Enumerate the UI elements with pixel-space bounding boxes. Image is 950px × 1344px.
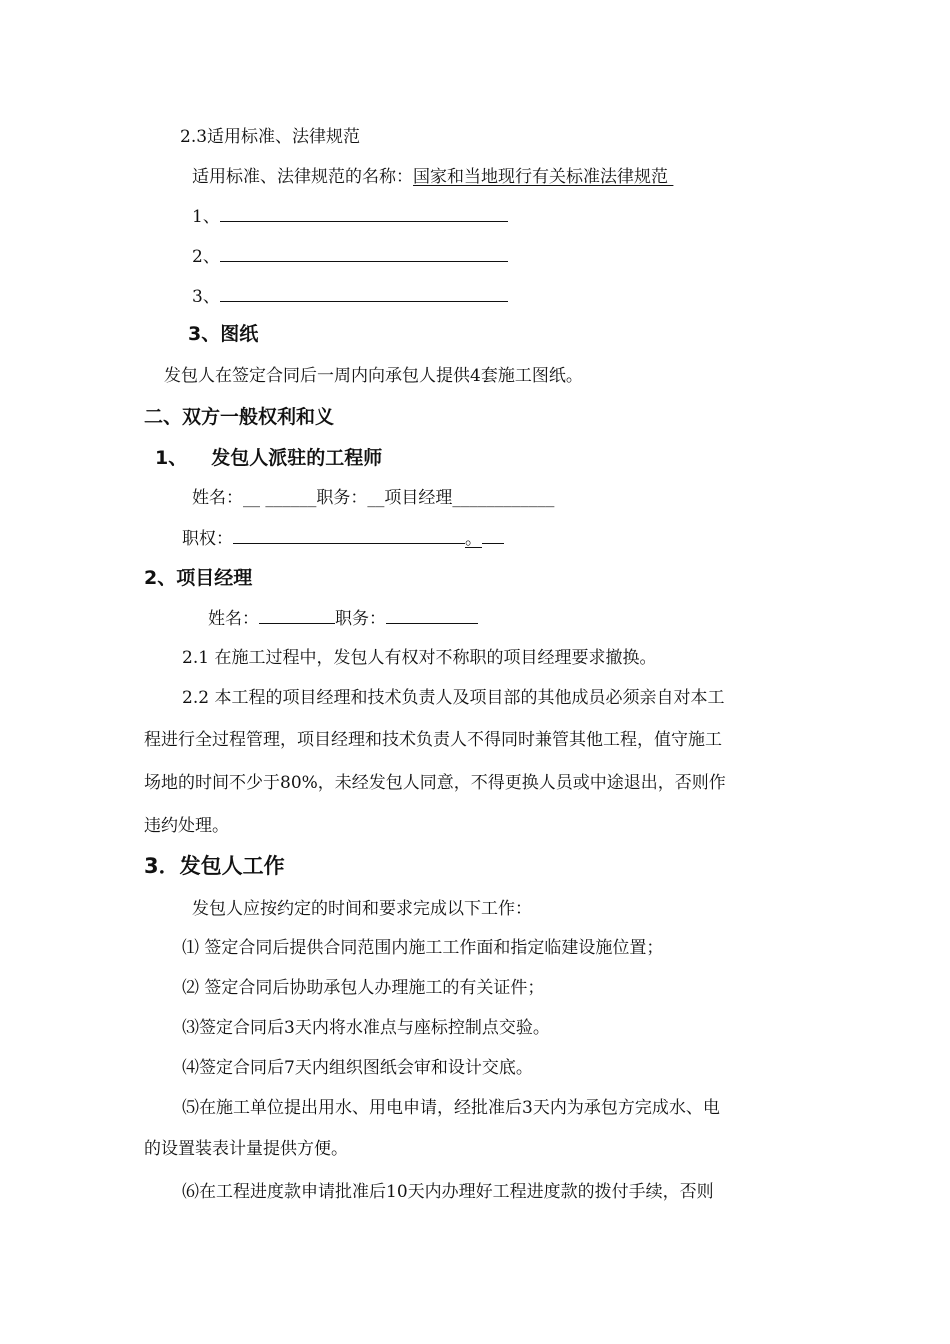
list-number: 3、 — [192, 287, 220, 307]
list-item — [192, 205, 508, 228]
blank-line — [220, 205, 508, 222]
list-item — [192, 285, 508, 308]
employer-work-item: ⑸在施工单位提出用水、用电申请，经批准后3天内为承包方完成水、电 — [182, 1098, 720, 1118]
engineer-name-value: __ ______ — [243, 488, 317, 508]
pm-paragraph-2-2-line-4: 违约处理。 — [144, 816, 229, 836]
engineer-heading-text: 发包人派驻的工程师 — [211, 447, 383, 469]
pm-name-duty-line — [208, 607, 478, 630]
list-item — [192, 245, 508, 268]
engineer-power-label: 职权： — [182, 529, 233, 549]
pm-heading: 2、项目经理 — [144, 567, 253, 589]
standards-value: 国家和当地现行有关标准法律规范 — [413, 167, 668, 187]
pm-paragraph-2-2-line-1: 2.2 本工程的项目经理和技术负责人及项目部的其他成员必须亲自对本工 — [182, 688, 725, 708]
employer-work-intro: 发包人应按约定的时间和要求完成以下工作： — [192, 899, 532, 919]
blank-line — [259, 607, 335, 624]
employer-work-heading: 3．发包人工作 — [144, 854, 285, 878]
engineer-name-label: 姓名： — [192, 488, 243, 508]
engineer-duty-label: 职务： — [316, 488, 368, 508]
part-2-heading: 二、双方一般权利和义 — [144, 406, 335, 428]
engineer-duty-value: __项目经理____________ — [367, 488, 555, 508]
employer-work-item: ⑶签定合同后3天内将水准点与座标控制点交验。 — [182, 1018, 550, 1038]
employer-work-item: ⑹在工程进度款申请批准后10天内办理好工程进度款的拨付手续，否则 — [182, 1182, 714, 1202]
engineer-heading-number: 1、 — [155, 447, 188, 469]
blank-line — [233, 527, 465, 544]
list-number: 2、 — [192, 247, 220, 267]
pm-duty-label: 职务： — [335, 609, 386, 629]
standards-label: 适用标准、法律规范的名称： — [192, 167, 413, 187]
pm-paragraph-2-2-line-3: 场地的时间不少于80%，未经发包人同意，不得更换人员或中途退出，否则作 — [144, 773, 726, 793]
engineer-heading — [155, 446, 382, 470]
blank-line — [482, 527, 504, 544]
drawings-heading: 3、图纸 — [188, 323, 259, 345]
engineer-power-line — [182, 527, 504, 550]
employer-work-item: ⑴ 签定合同后提供合同范围内施工工作面和指定临建设施位置； — [182, 938, 664, 958]
pm-name-label: 姓名： — [208, 609, 259, 629]
blank-line — [386, 607, 478, 624]
standards-line — [192, 166, 673, 188]
pm-paragraph-2-2-line-2: 程进行全过程管理，项目经理和技术负责人不得同时兼管其他工程，值守施工 — [144, 730, 722, 750]
drawings-text: 发包人在签定合同后一周内向承包人提供4套施工图纸。 — [164, 366, 583, 386]
employer-work-item: ⑵ 签定合同后协助承包人办理施工的有关证件； — [182, 978, 545, 998]
engineer-name-duty-line — [192, 487, 554, 509]
blank-line — [220, 285, 508, 302]
employer-work-item-continued: 的设置装表计量提供方便。 — [144, 1139, 348, 1159]
blank-line — [220, 245, 508, 262]
pm-paragraph-2-1: 2.1 在施工过程中，发包人有权对不称职的项目经理要求撤换。 — [182, 648, 657, 668]
section-2-3-title: 2.3适用标准、法律规范 — [180, 127, 361, 147]
engineer-power-end: 。 — [465, 529, 482, 549]
list-number: 1、 — [192, 207, 220, 227]
employer-work-item: ⑷签定合同后7天内组织图纸会审和设计交底。 — [182, 1058, 533, 1078]
